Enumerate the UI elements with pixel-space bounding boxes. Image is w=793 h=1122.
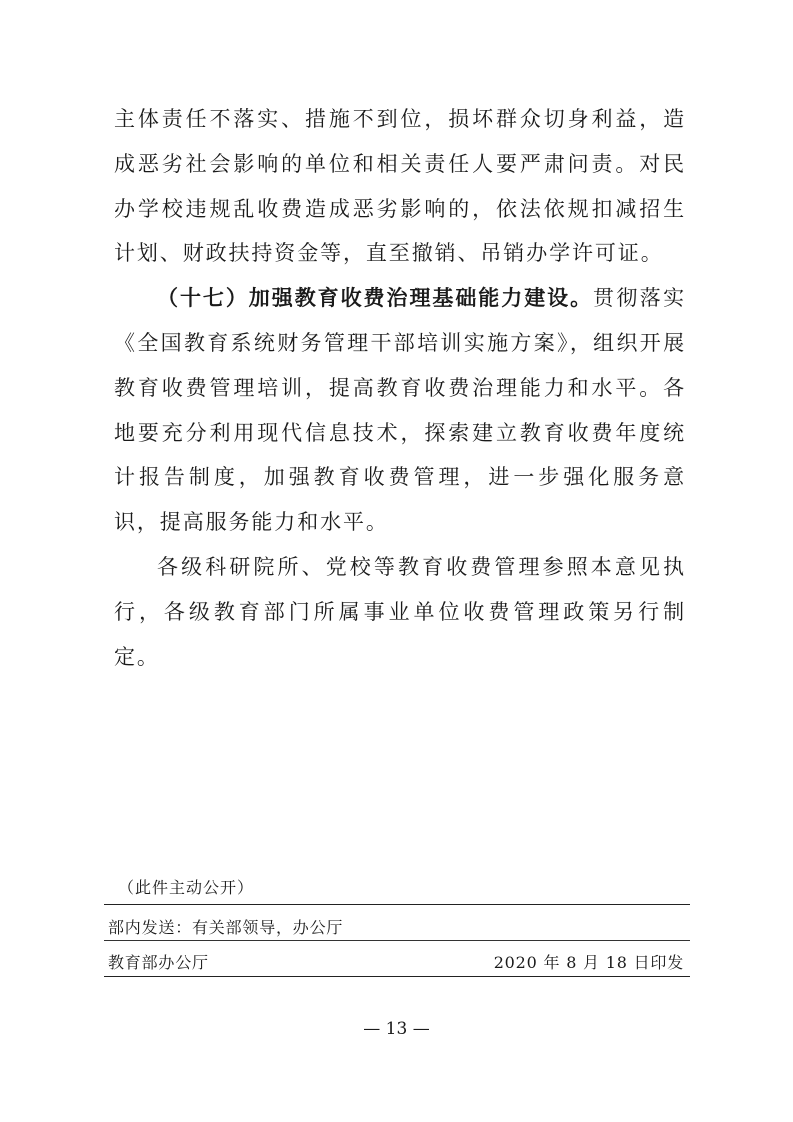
paragraph-accountability: 主体责任不落实、措施不到位，损坏群众切身利益，造成恶劣社会影响的单位和相关责任人要严肃问责。对民办学校违规乱收费造成恶劣影响的，依法依规扣减招生计划、财政扶持资金等，直至撤销、吊销办学许可证。	[114, 107, 686, 266]
paragraph-scope: 各级科研院所、党校等教育收费管理参照本意见执行，各级教育部门所属事业单位收费管理政策另行制定。	[114, 554, 686, 669]
paragraph-capacity-building	[114, 276, 686, 545]
issuer: 教育部办公厅	[108, 953, 209, 972]
document-body	[114, 97, 686, 679]
footer-rule-top	[104, 904, 690, 905]
footer-rule-middle	[104, 940, 690, 941]
footer-rule-bottom	[104, 976, 690, 977]
issue-date: 2020 年 8 月 18 日印发	[493, 953, 684, 972]
paragraph-capacity-building-text: 贯彻落实《全国教育系统财务管理干部培训实施方案》，组织开展教育收费管理培训，提高教育收费治理能力和水平。各地要充分利用现代信息技术，探索建立教育收费年度统计报告制度，加强教育收费管理，进一步强化服务意识，提高服务能力和水平。	[114, 286, 686, 535]
section-heading-17: （十七）加强教育收费治理基础能力建设。	[157, 285, 594, 311]
issue-line	[108, 950, 684, 973]
page-number: — 13 —	[363, 1019, 430, 1039]
public-disclosure-note: （此件主动公开）	[118, 878, 255, 897]
cc-recipients: 部内发送：有关部领导，办公厅	[108, 918, 344, 937]
